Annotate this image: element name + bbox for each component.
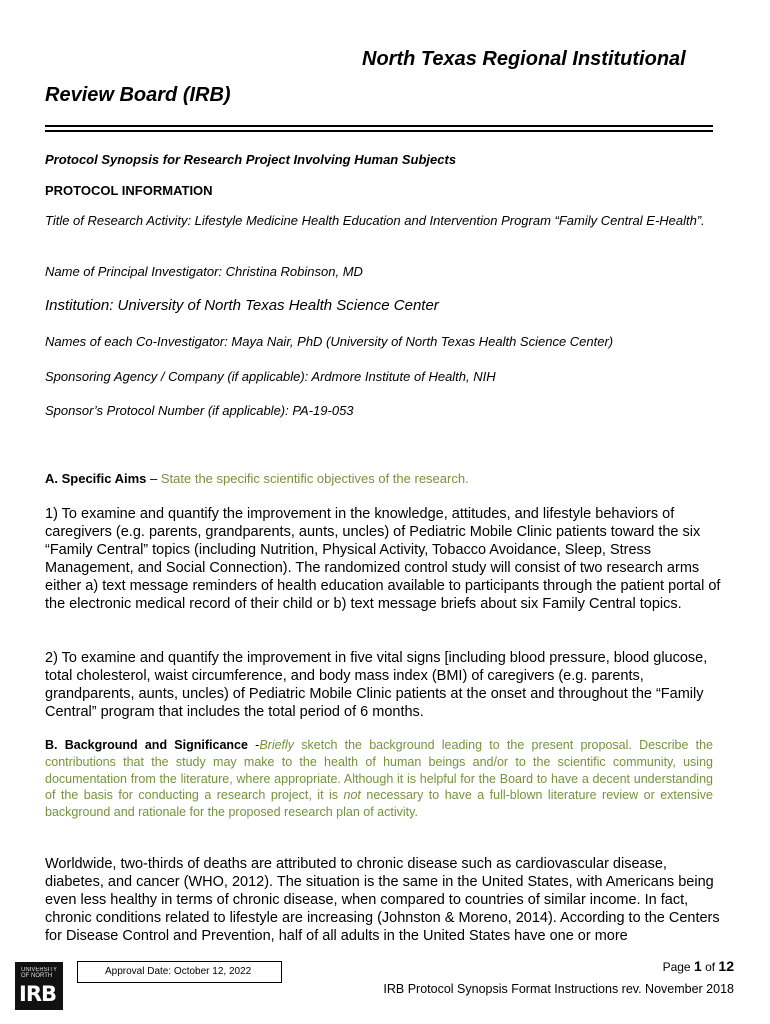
section-b-dash: - xyxy=(247,738,260,752)
section-a-instruction: State the specific scientific objectives of the research. xyxy=(160,471,469,486)
document-title-line2: Review Board (IRB) xyxy=(45,84,231,106)
section-b-instruction-1: sketch the background leading to the present proposal. Describe the contributions that the study may make to the health of human beings and/or to the scientific community, using documentation from the literature, where appropriate. Although it is helpful for the Board to have a decent understanding of the basis for conducting a research project, it is xyxy=(45,738,713,803)
institution: Institution: University of North Texas Health Science Center xyxy=(45,297,439,314)
header-rule-bottom xyxy=(45,130,713,132)
page-prefix: Page xyxy=(662,960,694,974)
sponsor-protocol-number: Sponsor’s Protocol Number (if applicable): PA-19-053 xyxy=(45,403,354,418)
specific-aim-1: 1) To examine and quantify the improvement in the knowledge, attitudes, and lifestyle behaviors of caregivers (e.g. parents, grandparents, aunts, uncles) of Pediatric Mobile Clinic patients toward the six “Family Central” topics (including Nutrition, Physical Activity, Tobacco Avoidance, Sleep, Stress Management, and Social Connection). The randomized control study will consist of two research arms either a) text message reminders of health education available to participants through the patient portal of the electronic medical record of their child or b) text message briefs about six Family Central topics. xyxy=(45,506,721,612)
logo-small-text: UNIVERSITY OF NORTH xyxy=(21,967,57,979)
section-b-not: not xyxy=(343,788,361,803)
document-footer: IRB Protocol Synopsis Format Instructions rev. November 2018 xyxy=(383,982,734,996)
principal-investigator: Name of Principal Investigator: Christina Robinson, MD xyxy=(45,264,363,279)
header-rule-top xyxy=(45,125,713,127)
logo-irb-text: IRB xyxy=(19,982,56,1006)
document-title-line1: North Texas Regional Institutional xyxy=(362,48,686,70)
page-of: of xyxy=(701,960,719,974)
approval-date-box: Approval Date: October 12, 2022 xyxy=(77,961,282,983)
title-of-activity: Title of Research Activity: Lifestyle Medicine Health Education and Intervention Program “Family Central E-Health”. xyxy=(45,213,705,228)
section-b-label: B. Background and Significance xyxy=(45,738,248,752)
page-current: 1 xyxy=(693,958,702,974)
section-a-dash: – xyxy=(146,471,161,486)
section-b-briefly: Briefly xyxy=(259,738,295,752)
section-a-heading xyxy=(45,471,469,486)
section-b-instruction-2: necessary to have a full-blown literature review or extensive background and rationale for the proposed research plan of activity. xyxy=(45,788,713,820)
specific-aim-2: 2) To examine and quantify the improvement in five vital signs [including blood pressure, blood glucose, total cholesterol, waist circumference, and body mass index (BMI) of caregivers (e.g. parents, grandparents, aunts, uncles) of Pediatric Mobile Clinic patients at the onset and throughout the “Family Central” program that includes the total period of 6 months. xyxy=(45,650,708,720)
protocol-heading: PROTOCOL INFORMATION xyxy=(45,183,213,198)
background-paragraph: Worldwide, two-thirds of deaths are attributed to chronic disease such as cardiovascular disease, diabetes, and cancer (WHO, 2012). The situation is the same in the United States, with Americans being even less healthy in terms of chronic disease, when compared to countries of similar income. In fact, chronic conditions related to lifestyle are increasing (Johnston & Moreno, 2014). According to the Centers for Disease Control and Prevention, half of all adults in the United States have one or more xyxy=(45,856,720,944)
sponsoring-agency: Sponsoring Agency / Company (if applicable): Ardmore Institute of Health, NIH xyxy=(45,369,496,384)
section-a-label: A. Specific Aims xyxy=(45,471,147,486)
section-b-heading xyxy=(45,737,713,821)
page-total: 12 xyxy=(718,958,734,974)
irb-logo xyxy=(15,962,63,1010)
co-investigators: Names of each Co-Investigator: Maya Nair, PhD (University of North Texas Health Science Center) xyxy=(45,334,614,349)
page-number xyxy=(663,958,734,974)
document-subtitle: Protocol Synopsis for Research Project Involving Human Subjects xyxy=(45,152,457,167)
